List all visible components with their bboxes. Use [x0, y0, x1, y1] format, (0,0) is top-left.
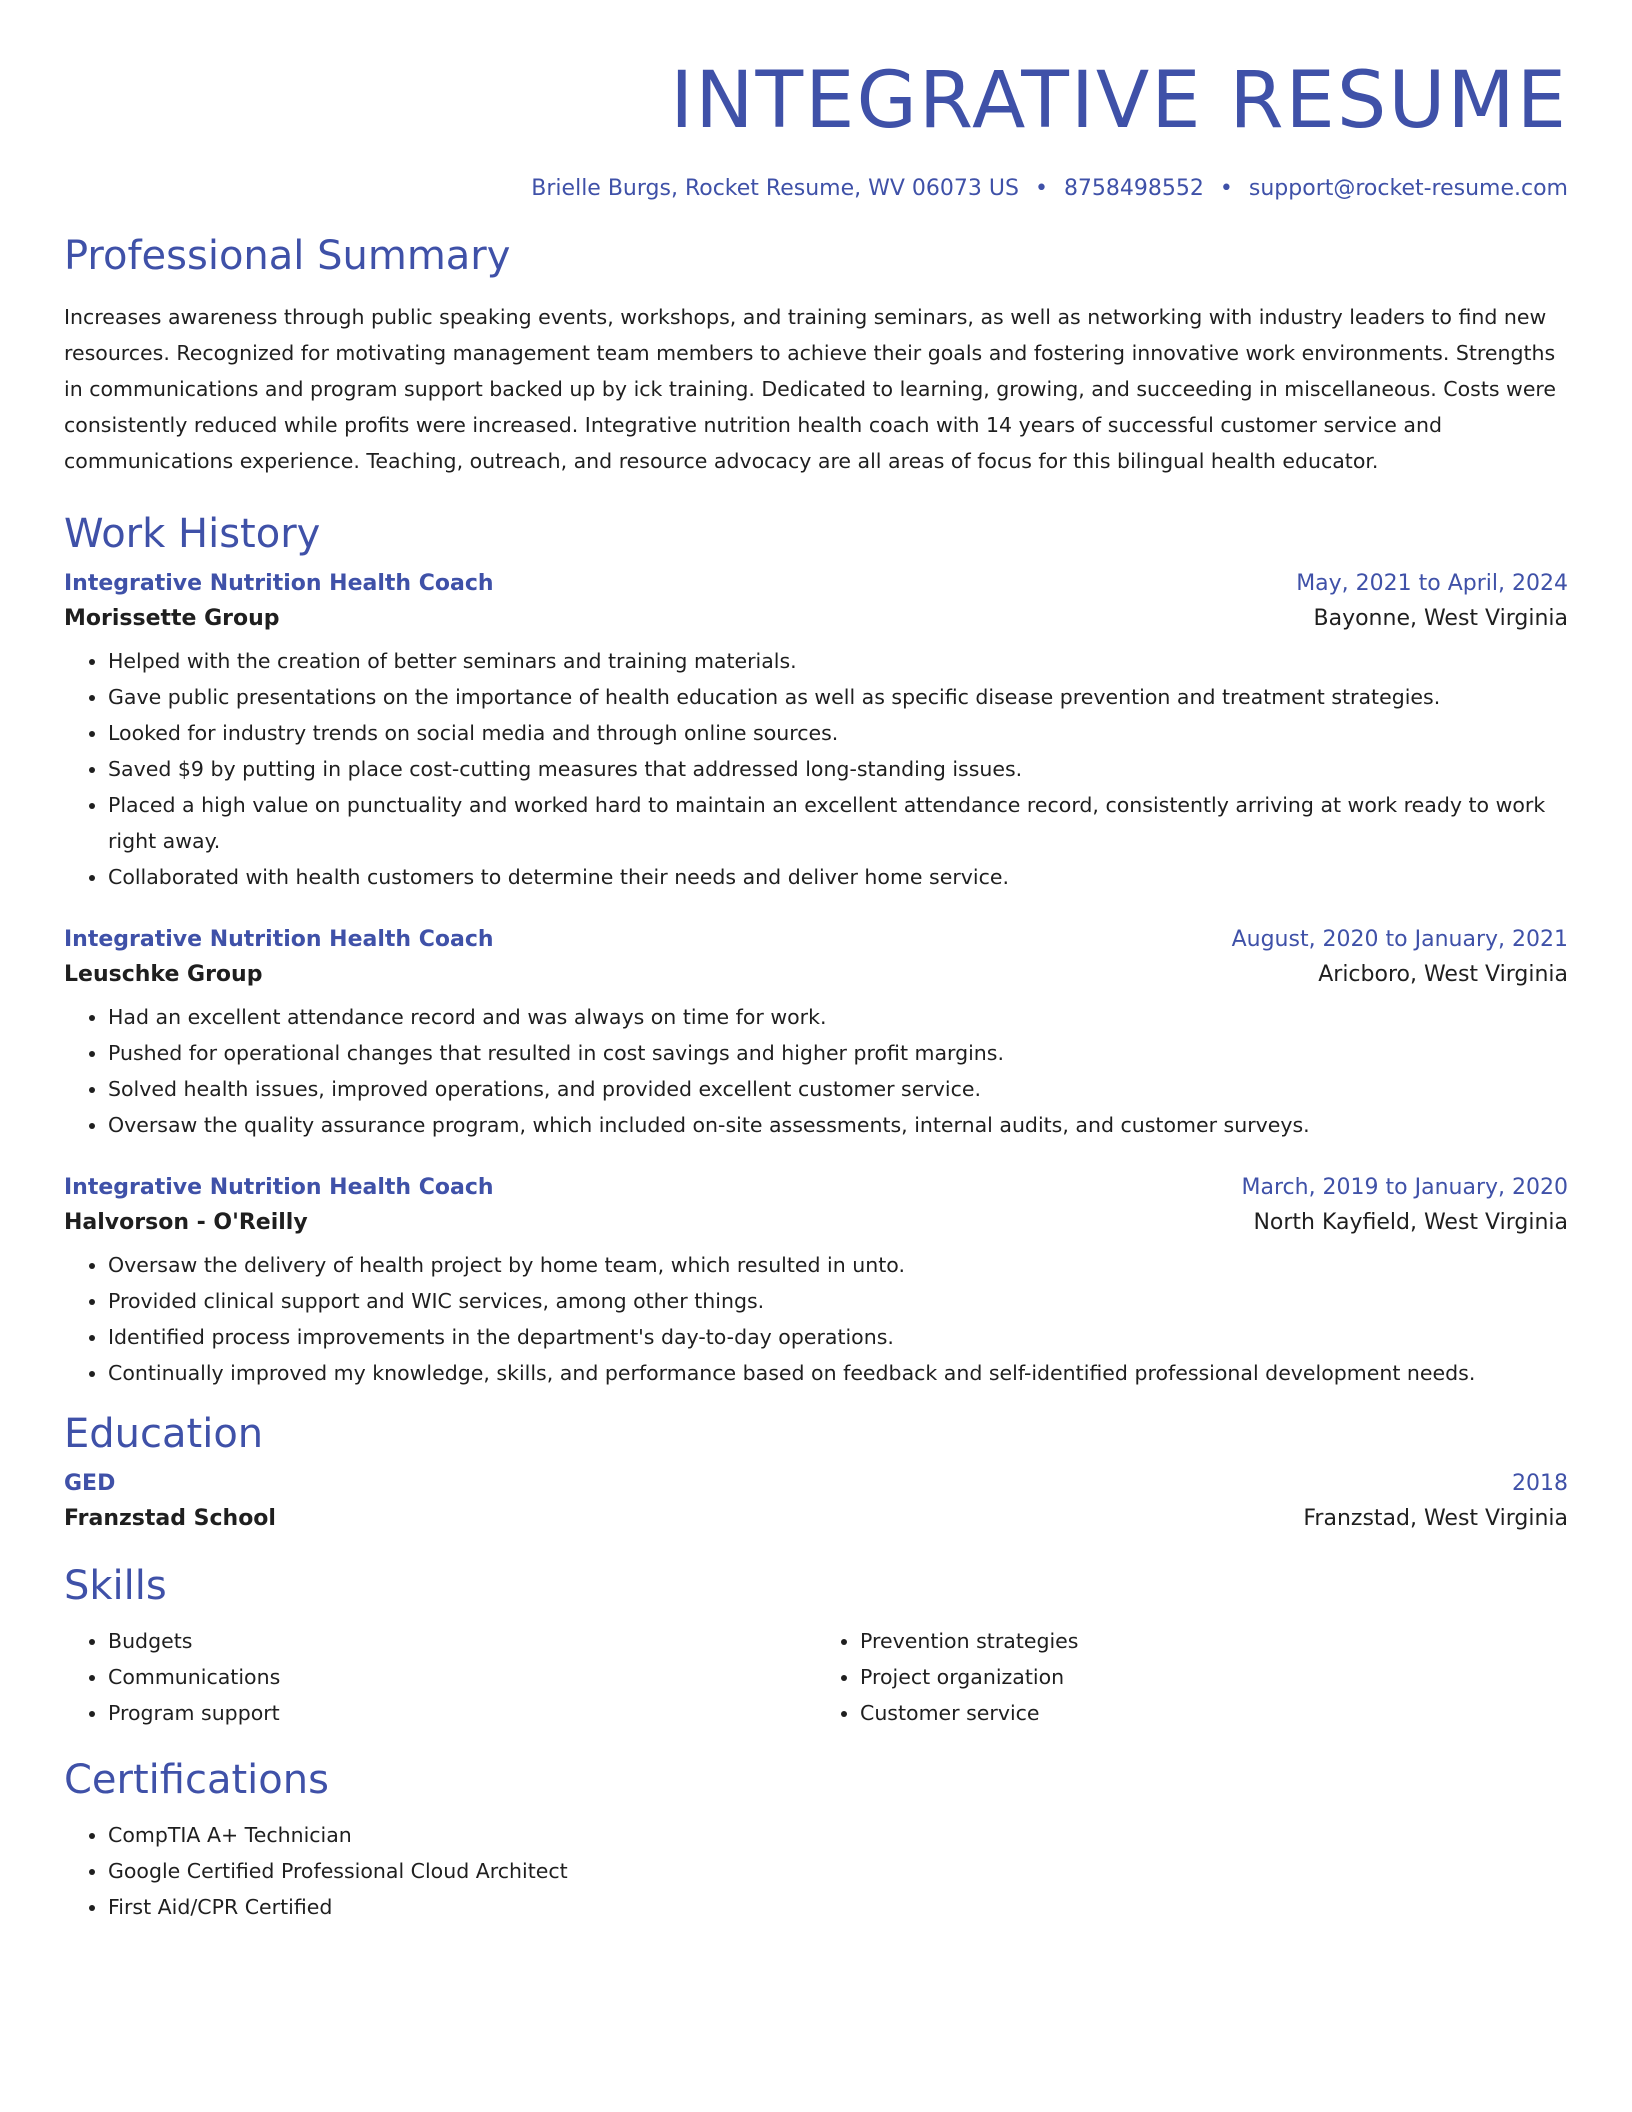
list-item: • First Aid/CPR Certified — [108, 1889, 1568, 1925]
work-history-heading: Work History — [64, 511, 321, 557]
job-company: Morissette Group — [64, 606, 280, 631]
list-item: • Identified process improvements in the department's day-to-day operations. — [108, 1319, 1568, 1355]
education-year: 2018 — [1512, 1471, 1568, 1496]
contact-line — [64, 176, 1568, 201]
list-item: • Continually improved my knowledge, skills, and performance based on feedback and self-identified professional development needs. — [108, 1355, 1568, 1391]
skills-heading: Skills — [64, 1563, 167, 1609]
list-item: • Saved $9 by putting in place cost-cutting measures that addressed long-standing issues. — [108, 751, 1568, 787]
list-item: • Customer service — [860, 1695, 1568, 1731]
list-item: • Budgets — [108, 1623, 816, 1659]
resume-title: INTEGRATIVE RESUME — [670, 56, 1568, 146]
job-title: Integrative Nutrition Health Coach — [64, 927, 494, 952]
list-item: • Communications — [108, 1659, 816, 1695]
job-header-row — [64, 927, 1568, 952]
job-company: Leuschke Group — [64, 962, 263, 987]
certifications-list — [64, 1817, 1568, 1925]
education-entry — [64, 1471, 1568, 1531]
list-item: • Prevention strategies — [860, 1623, 1568, 1659]
job-company-row — [64, 1210, 1568, 1235]
job-header-row — [64, 571, 1568, 596]
list-item: • Collaborated with health customers to determine their needs and deliver home service. — [108, 859, 1568, 895]
job-location: Aricboro, West Virginia — [1318, 962, 1568, 987]
list-item: • Program support — [108, 1695, 816, 1731]
contact-address: Brielle Burgs, Rocket Resume, WV 06073 US — [531, 176, 1019, 201]
job-location: Bayonne, West Virginia — [1313, 606, 1568, 631]
list-item: • Solved health issues, improved operations, and provided excellent customer service. — [108, 1071, 1568, 1107]
education-degree: GED — [64, 1471, 116, 1496]
contact-separator: • — [1219, 176, 1233, 201]
job-title: Integrative Nutrition Health Coach — [64, 1175, 494, 1200]
education-header-row — [64, 1471, 1568, 1496]
job-title: Integrative Nutrition Health Coach — [64, 571, 494, 596]
contact-separator: • — [1034, 176, 1048, 201]
list-item: • Project organization — [860, 1659, 1568, 1695]
education-school-row — [64, 1506, 1568, 1531]
list-item: • Looked for industry trends on social media and through online sources. — [108, 715, 1568, 751]
education-school: Franzstad School — [64, 1506, 276, 1531]
list-item: • Oversaw the delivery of health project by home team, which resulted in unto. — [108, 1247, 1568, 1283]
job-dates: May, 2021 to April, 2024 — [1296, 571, 1568, 596]
list-item: • Google Certified Professional Cloud Architect — [108, 1853, 1568, 1889]
list-item: • Oversaw the quality assurance program, which included on-site assessments, internal audits, and customer surveys. — [108, 1107, 1568, 1143]
education-location: Franzstad, West Virginia — [1303, 1506, 1568, 1531]
job-dates: March, 2019 to January, 2020 — [1241, 1175, 1568, 1200]
skills-list-left — [64, 1623, 816, 1731]
list-item: • Had an excellent attendance record and was always on time for work. — [108, 999, 1568, 1035]
job-entry — [64, 927, 1568, 1143]
job-entry — [64, 571, 1568, 895]
job-header-row — [64, 1175, 1568, 1200]
summary-text: Increases awareness through public speaking events, workshops, and training seminars, as well as networking with industry leaders to find new resources. Recognized for motivating management team members to achieve their goals and fostering innovative work environments. Strengths in communications and program support backed up by ick training. Dedicated to learning, growing, and succeeding in miscellaneous. Costs were consistently reduced while profits were increased. Integrative nutrition health coach with 14 years of successful customer service and communications experience. Teaching, outreach, and resource advocacy are all areas of focus for this bilingual health educator. — [64, 305, 1557, 473]
certifications-heading: Certifications — [64, 1757, 329, 1803]
job-location: North Kayfield, West Virginia — [1253, 1210, 1568, 1235]
contact-email[interactable]: support@rocket-resume.com — [1248, 176, 1568, 201]
job-dates: August, 2020 to January, 2021 — [1231, 927, 1568, 952]
contact-phone: 8758498552 — [1063, 176, 1204, 201]
job-bullets — [64, 999, 1568, 1143]
education-heading: Education — [64, 1411, 264, 1457]
list-item: • Provided clinical support and WIC services, among other things. — [108, 1283, 1568, 1319]
job-entry — [64, 1175, 1568, 1391]
list-item: • Gave public presentations on the importance of health education as well as specific disease prevention and treatment strategies. — [108, 679, 1568, 715]
list-item: • Helped with the creation of better seminars and training materials. — [108, 643, 1568, 679]
list-item: • CompTIA A+ Technician — [108, 1817, 1568, 1853]
job-bullets — [64, 643, 1568, 895]
job-company-row — [64, 962, 1568, 987]
list-item: • Placed a high value on punctuality and worked hard to maintain an excellent attendance record, consistently arriving at work ready to work right away. — [108, 787, 1568, 859]
summary-heading: Professional Summary — [64, 233, 511, 279]
skills-list-right — [816, 1623, 1568, 1731]
job-bullets — [64, 1247, 1568, 1391]
skills-grid — [64, 1609, 1568, 1731]
list-item: • Pushed for operational changes that resulted in cost savings and higher profit margins. — [108, 1035, 1568, 1071]
job-company: Halvorson - O'Reilly — [64, 1210, 308, 1235]
job-company-row — [64, 606, 1568, 631]
